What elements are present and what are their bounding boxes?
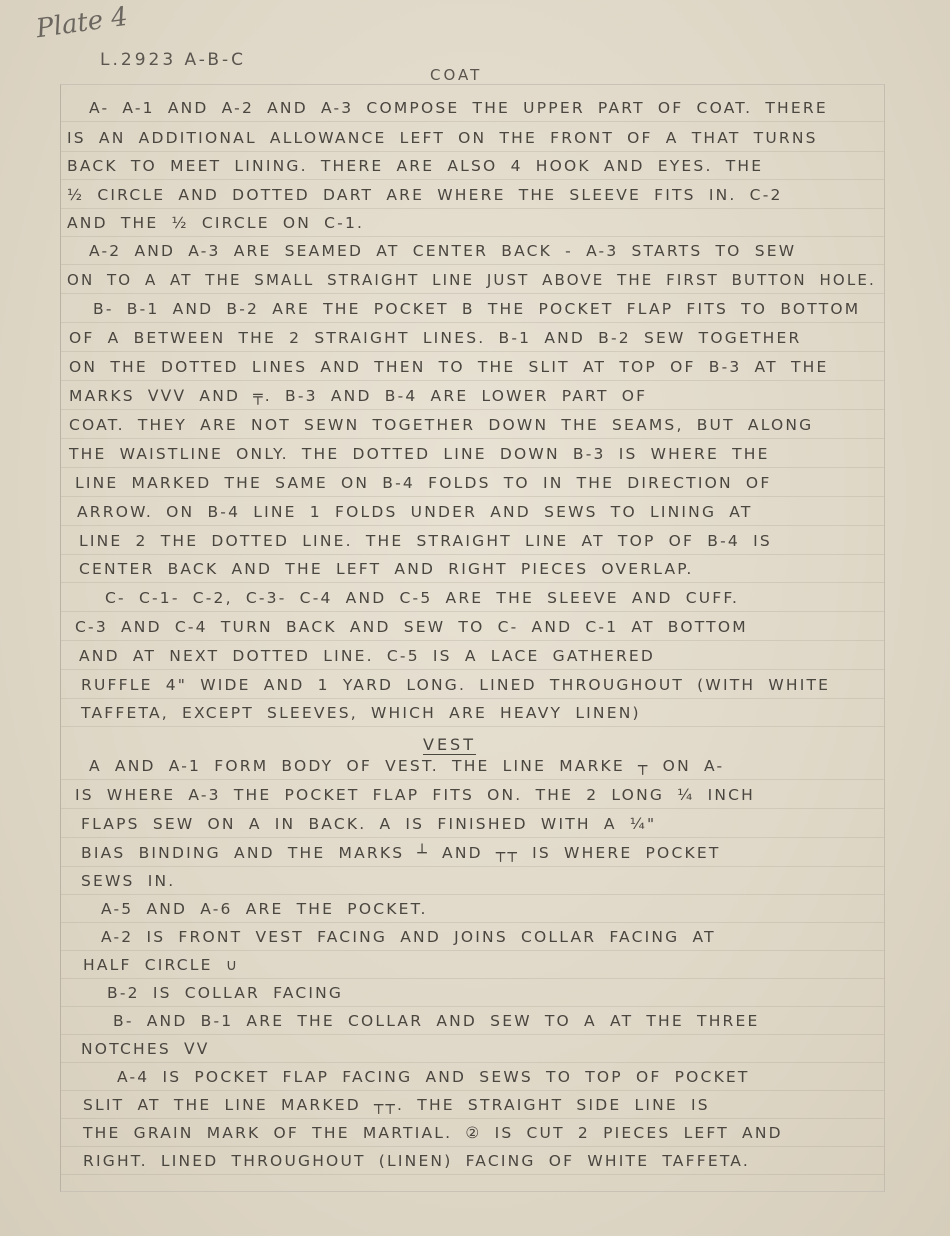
text-line: TAFFETA, EXCEPT SLEEVES, WHICH ARE HEAVY LINEN): [81, 704, 641, 722]
ruled-line: [61, 293, 884, 294]
ruled-line: [61, 950, 884, 951]
text-line: ARROW. ON B-4 LINE 1 FOLDS UNDER AND SEWS TO LINING AT: [77, 503, 753, 521]
text-line: RUFFLE 4" WIDE AND 1 YARD LONG. LINED THROUGHOUT (WITH WHITE: [81, 676, 831, 694]
text-line: RIGHT. LINED THROUGHOUT (LINEN) FACING OF WHITE TAFFETA.: [83, 1152, 750, 1170]
ruled-line: [61, 837, 884, 838]
text-line: LINE 2 THE DOTTED LINE. THE STRAIGHT LINE AT TOP OF B-4 IS: [79, 532, 772, 550]
ruled-line: [61, 496, 884, 497]
ruled-line: [61, 554, 884, 555]
text-line: HALF CIRCLE ∪: [83, 956, 240, 974]
reference-number: L.2923 A-B-C: [100, 50, 246, 70]
ruled-line: [61, 1174, 884, 1175]
text-line: C- C-1- C-2, C-3- C-4 AND C-5 ARE THE SLEEVE AND CUFF.: [105, 589, 740, 607]
ruled-line: [61, 640, 884, 641]
text-line: C-3 AND C-4 TURN BACK AND SEW TO C- AND C-1 AT BOTTOM: [75, 618, 748, 636]
ruled-line: [61, 978, 884, 979]
text-line: NOTCHES ᐯᐯ: [81, 1040, 210, 1058]
ruled-line: [61, 121, 884, 122]
ruled-line: [61, 467, 884, 468]
ruled-line: [61, 322, 884, 323]
ruled-line: [61, 1118, 884, 1119]
text-line: LINE MARKED THE SAME ON B-4 FOLDS TO IN THE DIRECTION OF: [75, 474, 772, 492]
ruled-line: [61, 208, 884, 209]
text-line: THE GRAIN MARK OF THE MARTIAL. ② IS CUT 2 PIECES LEFT AND: [83, 1124, 783, 1142]
text-line: AND THE ½ CIRCLE ON C-1.: [67, 214, 365, 232]
text-line: THE WAISTLINE ONLY. THE DOTTED LINE DOWN B-3 IS WHERE THE: [69, 445, 770, 463]
text-line: A-2 AND A-3 ARE SEAMED AT CENTER BACK - A-3 STARTS TO SEW: [89, 242, 797, 260]
ruled-line: [61, 438, 884, 439]
ruled-line: [61, 1062, 884, 1063]
vest-heading: VEST: [423, 735, 476, 754]
text-line: B-2 IS COLLAR FACING: [107, 984, 344, 1002]
text-line: MARKS ᐯᐯᐯ AND ╤. B-3 AND B-4 ARE LOWER PART OF: [69, 387, 648, 405]
text-line: SEWS IN.: [81, 872, 176, 890]
text-line: ½ CIRCLE AND DOTTED DART ARE WHERE THE SLEEVE FITS IN. C-2: [67, 186, 783, 204]
ruled-line: [61, 1146, 884, 1147]
text-line: IS AN ADDITIONAL ALLOWANCE LEFT ON THE FRONT OF A THAT TURNS: [67, 129, 818, 147]
text-line: A- A-1 AND A-2 AND A-3 COMPOSE THE UPPER PART OF COAT. THERE: [89, 99, 828, 117]
text-line: BIAS BINDING AND THE MARKS ┴ AND ┬┬ IS WHERE POCKET: [81, 844, 721, 862]
ruled-line: [61, 1090, 884, 1091]
ruled-line: [61, 611, 884, 612]
text-line: SLIT AT THE LINE MARKED ┬┬. THE STRAIGHT SIDE LINE IS: [83, 1096, 710, 1114]
page-title: COAT: [430, 66, 483, 84]
ruled-line: [61, 779, 884, 780]
ruled-line: [61, 380, 884, 381]
ruled-line: [61, 409, 884, 410]
text-line: BACK TO MEET LINING. THERE ARE ALSO 4 HOOK AND EYES. THE: [67, 157, 764, 175]
text-line: B- B-1 AND B-2 ARE THE POCKET B THE POCKET FLAP FITS TO BOTTOM: [93, 300, 861, 318]
ruled-line: [61, 525, 884, 526]
text-line: IS WHERE A-3 THE POCKET FLAP FITS ON. THE 2 LONG ¼ INCH: [75, 786, 756, 804]
margin-note: Plate 4: [34, 1, 130, 45]
ruled-line: [61, 236, 884, 237]
text-line: A-2 IS FRONT VEST FACING AND JOINS COLLAR FACING AT: [101, 928, 716, 946]
text-line: A-4 IS POCKET FLAP FACING AND SEWS TO TOP OF POCKET: [117, 1068, 750, 1086]
ruled-line: [61, 1034, 884, 1035]
ruled-line: [61, 179, 884, 180]
text-line: OF A BETWEEN THE 2 STRAIGHT LINES. B-1 AND B-2 SEW TOGETHER: [69, 329, 802, 347]
ruled-line: [61, 264, 884, 265]
ruled-line: [61, 808, 884, 809]
text-line: ON TO A AT THE SMALL STRAIGHT LINE JUST ABOVE THE FIRST BUTTON HOLE.: [67, 271, 876, 289]
text-line: ON THE DOTTED LINES AND THEN TO THE SLIT AT TOP OF B-3 AT THE: [69, 358, 829, 376]
text-line: CENTER BACK AND THE LEFT AND RIGHT PIECES OVERLAP.: [79, 560, 694, 578]
ruled-line: [61, 351, 884, 352]
ruled-line: [61, 922, 884, 923]
text-line: A AND A-1 FORM BODY OF VEST. THE LINE MARKE ┬ ON A-: [89, 757, 725, 775]
ruled-line: [61, 698, 884, 699]
text-line: A-5 AND A-6 ARE THE POCKET.: [101, 900, 428, 918]
ruled-line: [61, 726, 884, 727]
text-line: B- AND B-1 ARE THE COLLAR AND SEW TO A AT THE THREE: [113, 1012, 760, 1030]
instruction-frame: [60, 84, 885, 1192]
ruled-line: [61, 1006, 884, 1007]
ruled-line: [61, 151, 884, 152]
ruled-line: [61, 894, 884, 895]
text-line: FLAPS SEW ON A IN BACK. A IS FINISHED WITH A ¼": [81, 815, 657, 833]
ruled-line: [61, 582, 884, 583]
text-line: AND AT NEXT DOTTED LINE. C-5 IS A LACE GATHERED: [79, 647, 656, 665]
ruled-line: [61, 669, 884, 670]
ruled-line: [61, 866, 884, 867]
text-line: COAT. THEY ARE NOT SEWN TOGETHER DOWN THE SEAMS, BUT ALONG: [69, 416, 814, 434]
